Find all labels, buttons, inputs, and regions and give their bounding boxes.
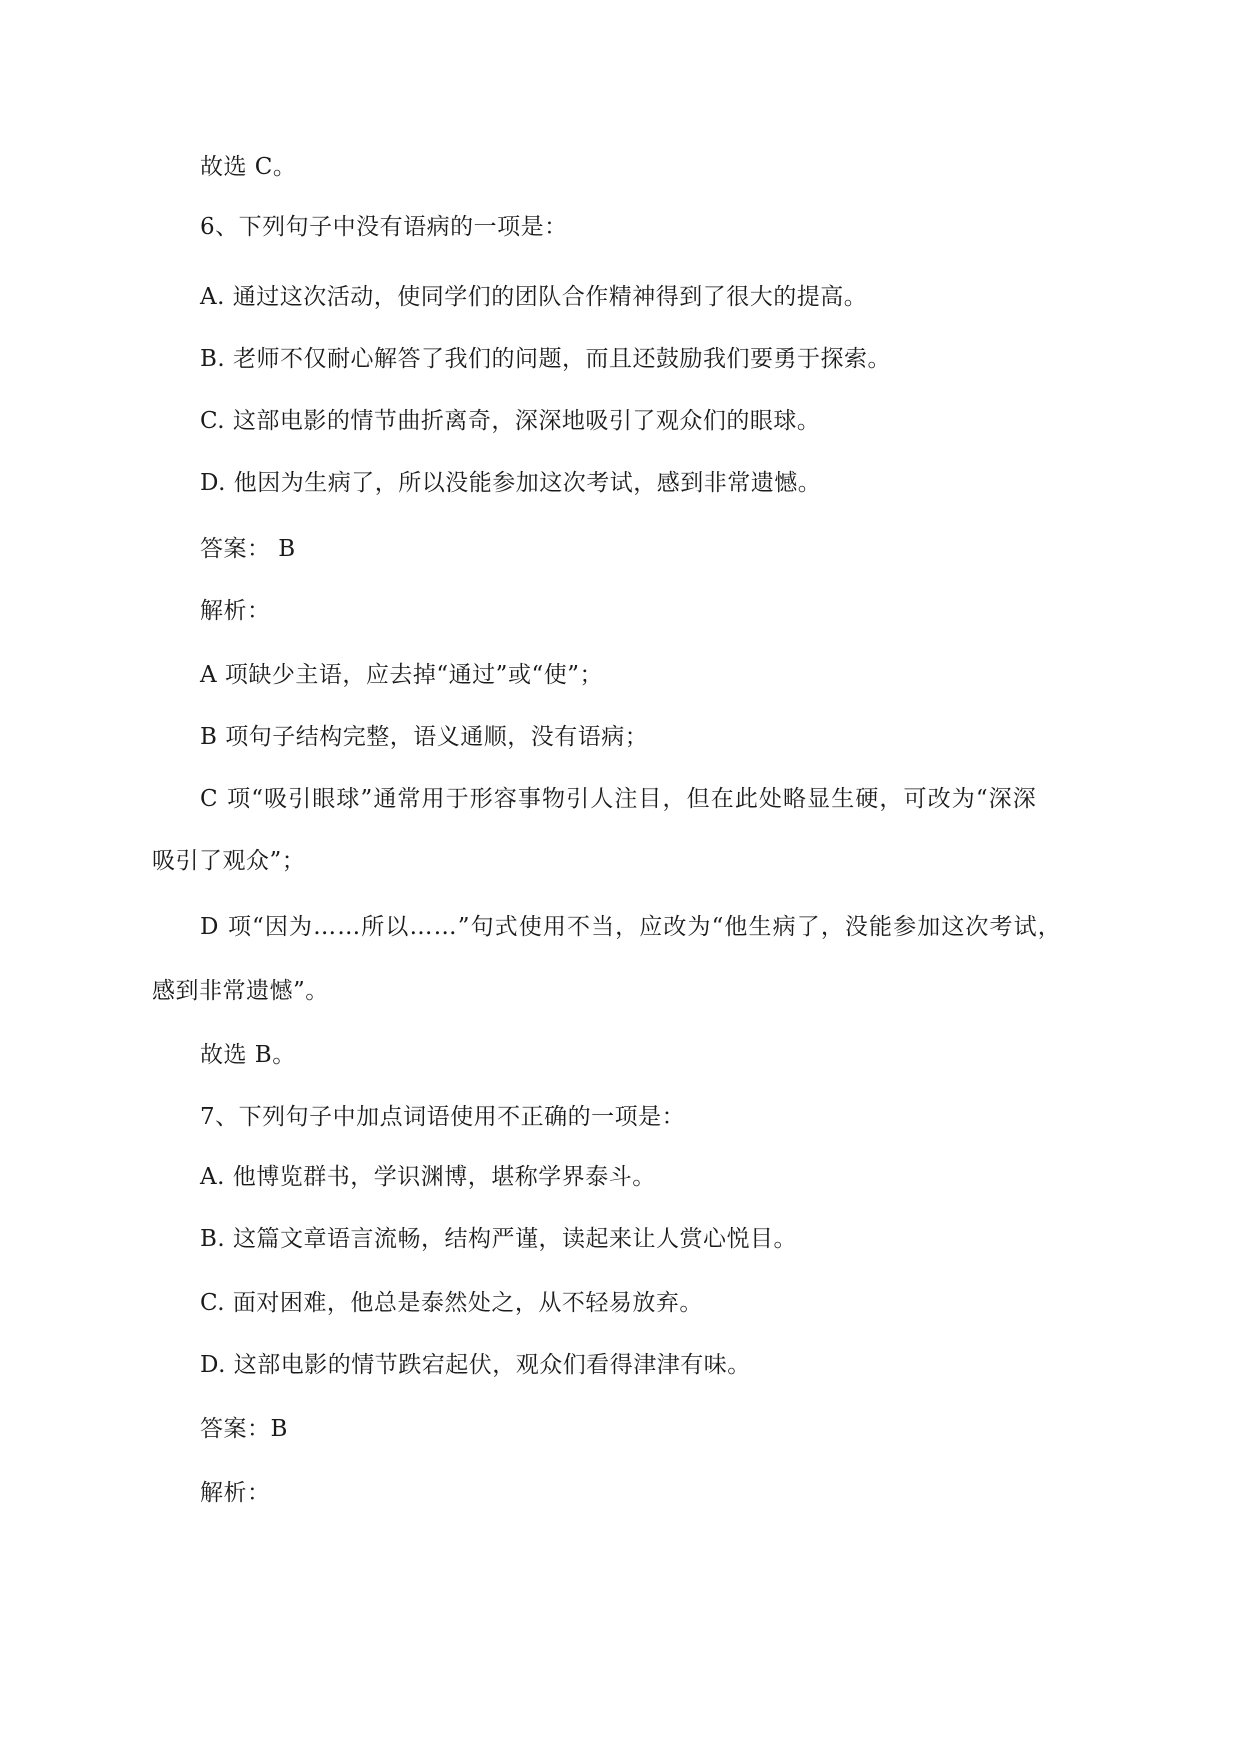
question-6-stem: 6、下列句子中没有语病的一项是：: [200, 214, 568, 240]
question-7-answer: 答案：B: [200, 1416, 288, 1442]
conclusion-q5: 故选 C。: [200, 154, 297, 180]
question-6-option-c: C. 这部电影的情节曲折离奇，深深地吸引了观众们的眼球。: [200, 408, 821, 434]
question-6-answer: 答案： B: [200, 536, 296, 562]
question-6-option-b: B. 老师不仅耐心解答了我们的问题，而且还鼓励我们要勇于探索。: [200, 346, 892, 372]
analysis-b: B 项句子结构完整，语义通顺，没有语病；: [200, 724, 649, 750]
analysis-a: A 项缺少主语，应去掉“通过”或“使”；: [200, 662, 603, 688]
analysis-d-line-2: 感到非常遗憾”。: [152, 978, 329, 1004]
analysis-c-line-1: C 项“吸引眼球”通常用于形容事物引人注目，但在此处略显生硬，可改为“深深: [200, 786, 1037, 812]
question-6-analysis-heading: 解析：: [200, 598, 271, 624]
question-7-option-c: C. 面对困难，他总是泰然处之，从不轻易放弃。: [200, 1290, 703, 1316]
question-7-stem: 7、下列句子中加点词语使用不正确的一项是：: [200, 1104, 686, 1130]
question-7-option-b: B. 这篇文章语言流畅，结构严谨，读起来让人赏心悦目。: [200, 1226, 798, 1252]
conclusion-q6: 故选 B。: [200, 1042, 296, 1068]
analysis-c-line-2: 吸引了观众”；: [152, 848, 306, 874]
question-7-option-d: D. 这部电影的情节跌宕起伏，观众们看得津津有味。: [200, 1352, 751, 1378]
question-7-analysis-heading: 解析：: [200, 1480, 271, 1506]
question-7-option-a: A. 他博览群书，学识渊博，堪称学界泰斗。: [200, 1164, 656, 1190]
question-6-option-d: D. 他因为生病了，所以没能参加这次考试，感到非常遗憾。: [200, 470, 822, 496]
question-6-option-a: A. 通过这次活动，使同学们的团队合作精神得到了很大的提高。: [200, 284, 868, 310]
analysis-d-line-1: D 项“因为……所以……”句式使用不当，应改为“他生病了，没能参加这次考试，: [200, 914, 1062, 940]
